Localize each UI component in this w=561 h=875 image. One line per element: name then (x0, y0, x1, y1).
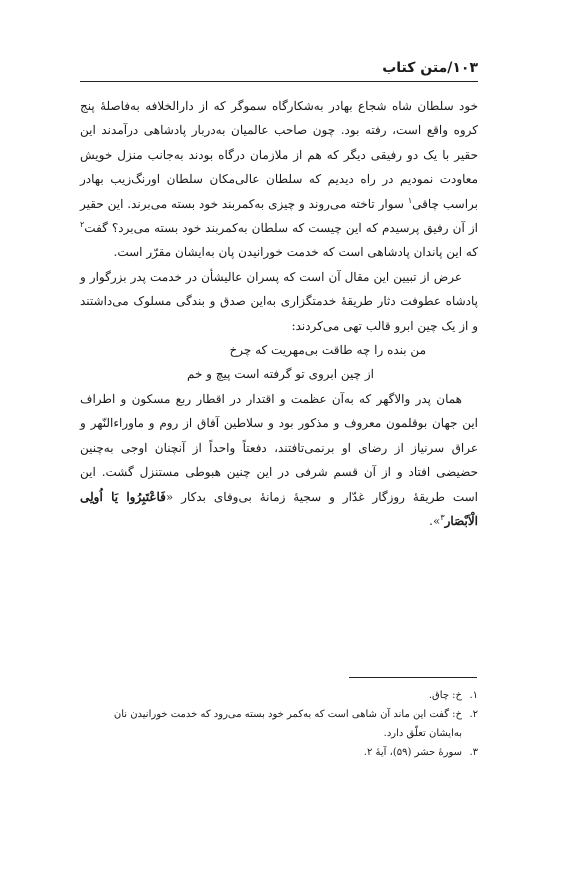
footnote-number: ۱. (469, 690, 478, 701)
footnote-2 (80, 705, 478, 743)
header-rule (80, 81, 478, 82)
paragraph-3-text: همان پدر والاگهر که به‌آن عظمت و اقتدار در اقطار ربع مسکون و اطراف این جهان بوقلمون معروف و مذکور بود و سلاطین آفاق از روم و ماوراءالنّهر و عراق سرنیاز از رضای او برنمی‌تافتند، دفعتاً واحداً از آنچنان اوجی به‌چنین حضیضی افتاد و از آن قسم شرفی در این چنین هبوطی مستنزل گشت. این است طریقهٔ روزگار غدّار و سجیهٔ زمانهٔ بی‌وفای بدکار « (80, 391, 479, 504)
footnotes (80, 686, 478, 762)
running-header: ۱۰۳/متن کتاب (382, 60, 478, 76)
footnote-1 (80, 686, 478, 705)
footnote-rule (349, 677, 477, 678)
footnote-ref-2[interactable]: ۲ (80, 220, 85, 230)
paragraph-1-text: خود سلطان شاه شجاع بهادر به‌شکارگاه سموگر که از دارالخلافه به‌فاصلهٔ پنج کروه واقع است، رفته بود. چون صاحب عالمیان به‌دربار پادشاهی درآمدند این حقیر با یک دو رفیقی دیگر که هم از ملازمان درگاه بودند به‌جانب منزل خویش معاودت نمودیم در راه دیدیم که سلطان عالی‌مکان سلطان اورنگ‌زیب بهادر براسب چاقی (80, 99, 478, 211)
footnote-text: سورهٔ حشر (۵۹)، آیهٔ ۲. (363, 747, 462, 758)
footnote-3 (80, 743, 478, 762)
paragraph-2: عرض از تبیین این مقال آن است که پسران عالیشأن در خدمت پدر بزرگوار و پادشاه عطوفت دثار طریقهٔ خدمتگزاری به‌این صدق و بندگی مسلوک می‌داشتند و از یک چین ابرو قالب تهی می‌کردند: (80, 269, 478, 333)
paragraph-1 (80, 94, 478, 265)
verse-line-1: من بنده را چه طاقت بی‌مهریت که چرخ (229, 343, 426, 358)
paragraph-1-continued: سوار تاخته می‌روند و چیزی به‌کمربند خود بسته می‌برند. این حقیر از آن رفیق پرسیدم که این چیست که سلطان به‌کمربند خود بسته می‌برد؟ گفت (80, 196, 478, 236)
footnote-text: خ: چاق. (428, 690, 462, 701)
verse-line-2: از چین ابروی تو گرفته است پیچ و خم (186, 367, 374, 382)
quran-quote: فَاعْتَبِرُوا یَا اُولِی الْاَبْصَار (80, 489, 478, 528)
footnote-number: ۳. (469, 747, 478, 758)
footnote-ref-1[interactable]: ۱ (407, 195, 413, 205)
paragraph-1-end: که این پاندان پادشاهی است که خدمت خورانیدن پان به‌ایشان مقرّر است. (113, 245, 478, 260)
body-text (80, 94, 478, 533)
paragraph-3 (80, 387, 478, 533)
paragraph-3-end: ». (429, 513, 441, 528)
footnote-text: خ: گفت این ماند آن شاهی است که به‌کمر خود بسته می‌رود که خدمت خورانیدن نان به‌ایشان تعلّق دارد. (113, 709, 462, 739)
footnote-number: ۲. (469, 709, 478, 720)
footnote-ref-3[interactable]: ۳ (440, 512, 445, 522)
